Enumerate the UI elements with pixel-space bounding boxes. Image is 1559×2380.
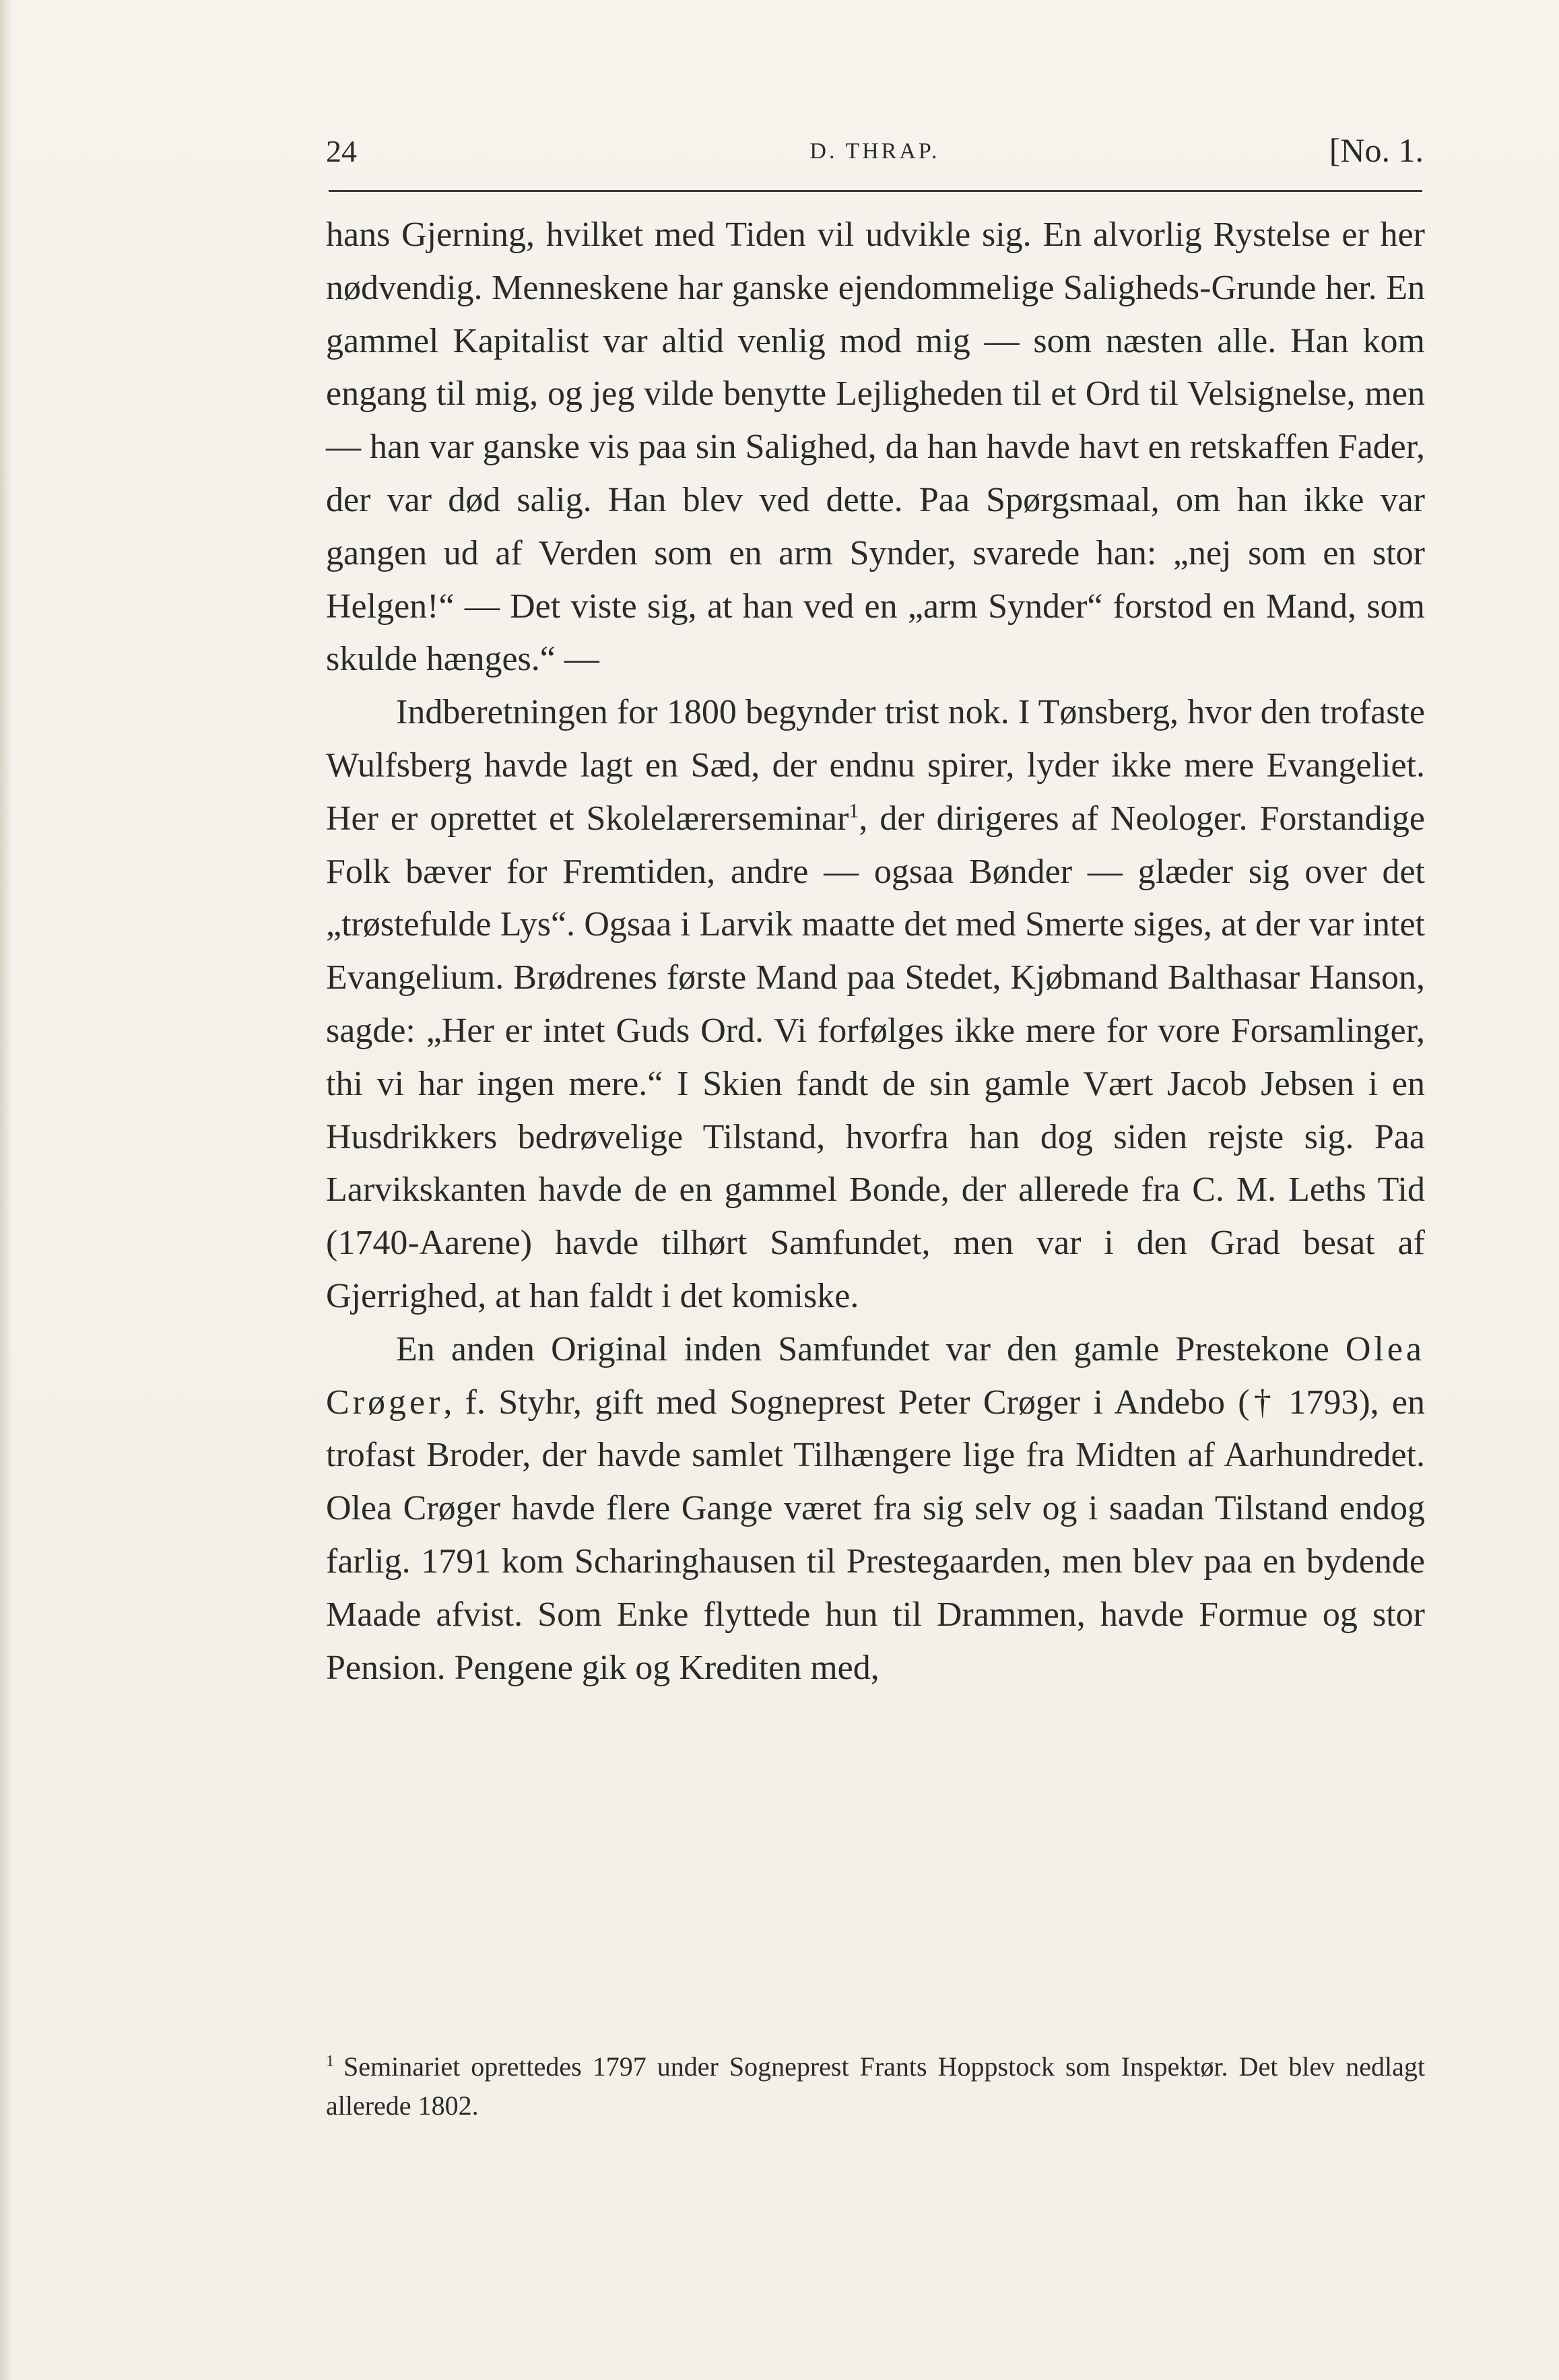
paragraph-2-text-b: , der dirigeres af Neologer. Forstandige Folk bæver for Fremtiden, andre — ogsaa Bønder — glæder sig over det „trøstefulde Lys“. Ogsaa i Larvik maatte det med Smerte siges, at der var intet Evangelium. Brødrenes første Mand paa Stedet, Kjøbmand Balthasar Hanson, sagde: „Her er intet Guds Ord. Vi forfølges ikke mere for vore Forsamlinger, thi vi har ingen mere.“ I Skien fandt de sin gamle Vært Jacob Jebsen i en Husdrikkers bedrøvelige Tilstand, hvorfra han dog siden rejste sig. Paa Larvikskanten havde de en gammel Bonde, der allerede fra C. M. Leths Tid (1740-Aarene) havde tilhørt Samfundet, men var i den Grad besat af Gjerrighed, at han faldt i det komiske.: [326, 799, 1425, 1315]
header-rule: [329, 190, 1422, 192]
running-title: D. THRAP.: [809, 139, 940, 164]
footnote: [326, 2047, 1425, 2125]
issue-label: [No. 1.: [1329, 131, 1424, 169]
paragraph-2-text-a: Indberetningen for 1800 begynder trist nok. I Tønsberg, hvor den trofaste Wulfsberg havde lagt en Sæd, der endnu spirer, lyder ikke mere Evangeliet. Her er oprettet et Skolelærerseminar: [326, 693, 1425, 838]
paragraph-2: [326, 686, 1425, 1323]
footnote-text: Seminariet oprettedes 1797 under Sogneprest Frants Hoppstock som Inspektør. Det blev nedlagt allerede 1802.: [326, 2051, 1425, 2121]
paragraph-1: [326, 209, 1425, 686]
body-text: [326, 209, 1425, 1694]
spaced-name: Olea Crøger: [326, 1329, 1425, 1422]
paragraph-3-text-b: , f. Styhr, gift med Sogneprest Peter Crøger i Andebo († 1793), en trofast Broder, der havde samlet Tilhængere lige fra Midten af Aarhundredet. Olea Crøger havde flere Gange været fra sig selv og i saadan Tilstand endog farlig. 1791 kom Scharinghausen til Prestegaarden, men blev paa en bydende Maade afvist. Som Enke flyttede hun til Drammen, havde Formue og stor Pension. Pengene gik og Krediten med,: [326, 1383, 1425, 1687]
page-edge-shadow: [0, 0, 12, 2380]
paragraph-3: [326, 1323, 1425, 1695]
footnote-marker: 1: [849, 799, 859, 822]
page-header: [326, 121, 1424, 189]
paragraph-1-text: hans Gjerning, hvilket med Tiden vil udvikle sig. En alvorlig Rystelse er her nødvendig. Menneskene har ganske ejendommelige Saligheds-Grunde her. En gammel Kapitalist var altid venlig mod mig — som næsten alle. Han kom engang til mig, og jeg vilde benytte Lejligheden til et Ord til Velsignelse, men — han var ganske vis paa sin Salighed, da han havde havt en retskaffen Fader, der var død salig. Han blev ved dette. Paa Spørgsmaal, om han ikke var gangen ud af Verden som en arm Synder, svarede han: „nej som en stor Helgen!“ — Det viste sig, at han ved en „arm Synder“ forstod en Mand, som skulde hænges.“ —: [326, 216, 1425, 679]
footnote-number: 1: [326, 2052, 334, 2070]
page-number: 24: [326, 134, 357, 168]
paragraph-3-text-a: En anden Original inden Samfundet var den gamle Prestekone: [396, 1329, 1346, 1368]
